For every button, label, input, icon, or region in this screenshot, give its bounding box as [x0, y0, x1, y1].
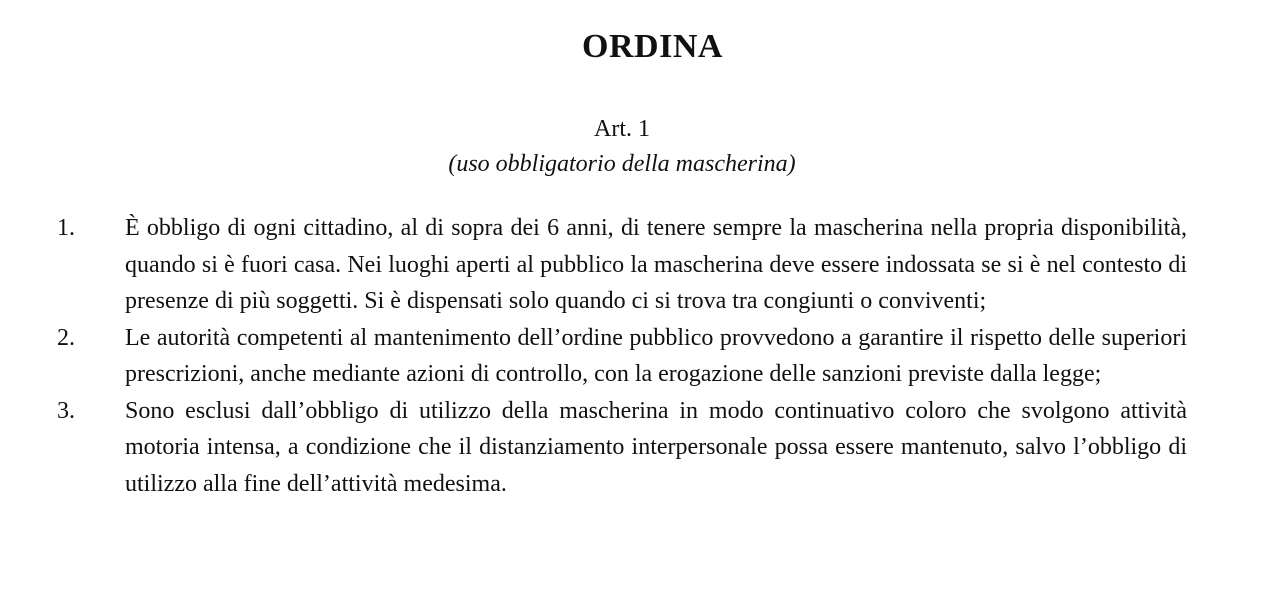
article-subtitle: (uso obbligatorio della mascherina)	[448, 151, 796, 177]
article-item	[0, 210, 1280, 320]
article-item-number: 1.	[57, 215, 75, 241]
article-item-number: 2.	[57, 324, 75, 351]
article-heading: Art. 1	[594, 116, 650, 142]
article-item	[0, 393, 1280, 503]
article-item	[0, 320, 1280, 393]
article-item-text: Le autorità competenti al mantenimento dell’ordine pubblico provvedono a garantire il rispetto delle superiori prescrizioni, anche mediante azioni di controllo, con la erogazione delle sanzioni previste dalla legge;	[125, 324, 1187, 387]
article-item-text: Sono esclusi dall’obbligo di utilizzo della mascherina in modo continuativo coloro che svolgono attività motoria intensa, a condizione che il distanziamento interpersonale possa essere mantenuto, salvo l’obbligo di utilizzo alla fine dell’attività medesima.	[125, 397, 1187, 497]
article-item-text: È obbligo di ogni cittadino, al di sopra dei 6 anni, di tenere sempre la mascherina nella propria disponibilità, quando si è fuori casa. Nei luoghi aperti al pubblico la mascherina deve essere indossata se si è nel contesto di presenze di più soggetti. Si è dispensati solo quando ci si trova tra congiunti o conviventi;	[125, 215, 1187, 314]
document-title: ORDINA	[582, 28, 723, 65]
article-item-list	[0, 210, 1280, 502]
article-item-number: 3.	[57, 397, 75, 424]
